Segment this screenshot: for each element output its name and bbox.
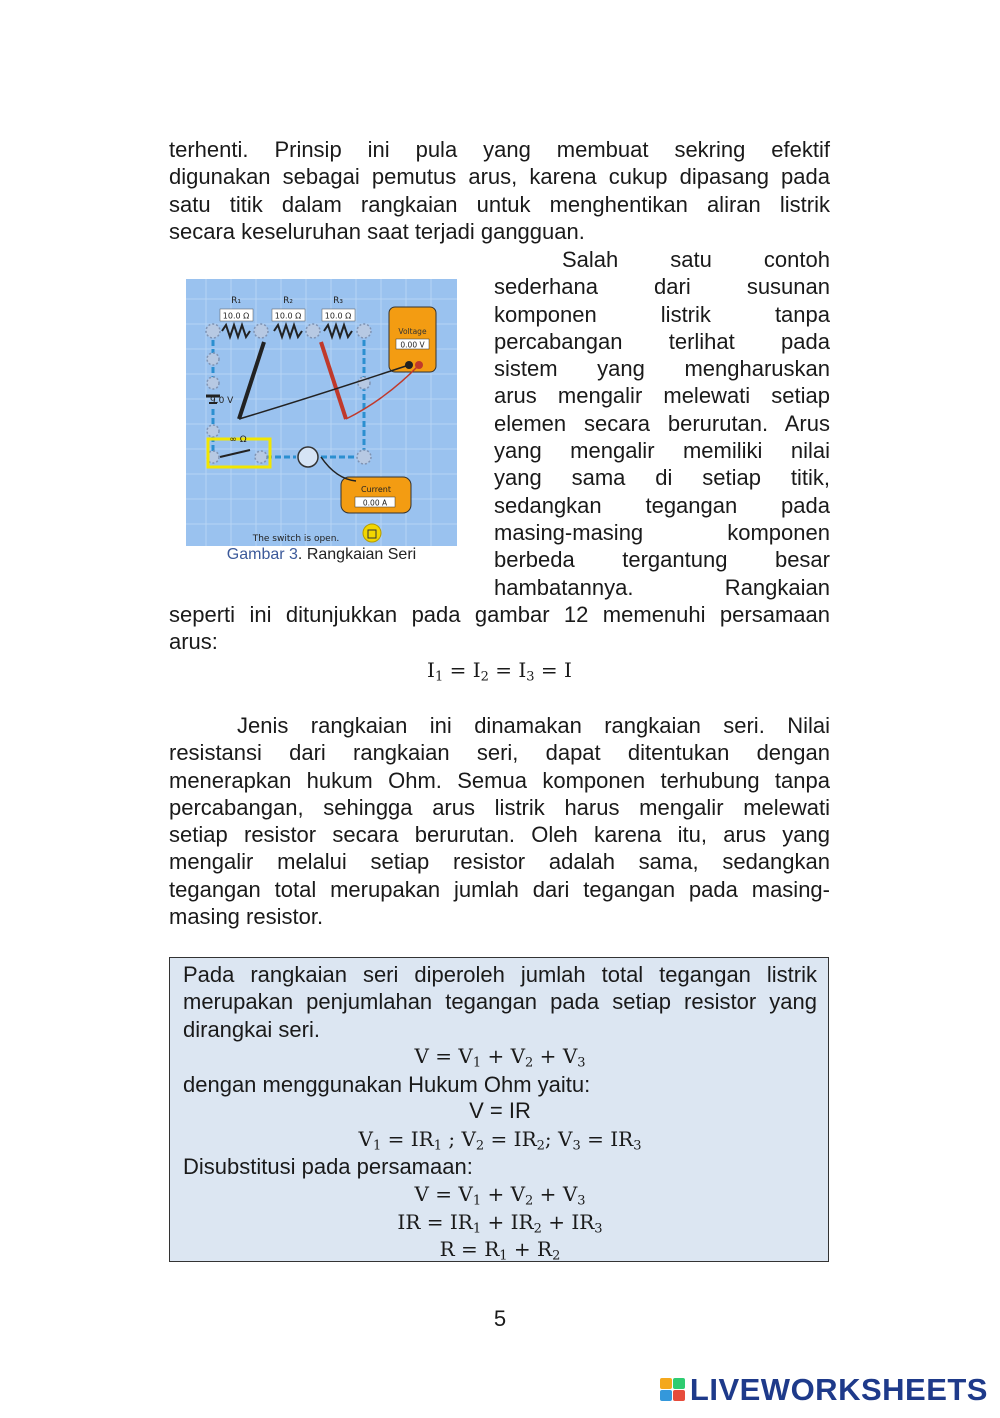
voltmeter-value: 0.00 V	[400, 340, 425, 350]
ammeter	[341, 477, 411, 513]
ohm-law: V = IR	[469, 1098, 531, 1123]
circuit-illustration	[186, 279, 457, 546]
switch-status-text: The switch is open.	[252, 534, 340, 544]
r3-value: 10.0 Ω	[324, 311, 352, 321]
voltmeter-title: Voltage	[398, 327, 427, 336]
text-line: terhenti. Prinsip ini pula yang membuat sekring efektif	[169, 137, 830, 162]
text-line: arus:	[169, 629, 218, 655]
equation-voltage-sum-2: $V = V_1 + V_2 + V_3$	[414, 1182, 586, 1209]
text-line: hambatannya. Rangkaian	[494, 574, 830, 600]
text-line: elemen secara berurutan. Arus	[494, 410, 830, 436]
text-line: merupakan penjumlahan tegangan pada setiap resistor yang	[183, 989, 817, 1015]
light-bulb-icon	[298, 447, 318, 467]
text-line: digunakan sebagai pemutus arus, karena cukup dipasang pada	[169, 164, 830, 190]
ammeter-title: Current	[360, 485, 392, 494]
text-line: yang mengalir memiliki nilai	[494, 438, 830, 464]
brand-text: LIVEWORKSHEETS	[689, 1372, 988, 1407]
paragraph-2	[169, 712, 830, 930]
text-line: yang sama di setiap titik,	[494, 465, 830, 491]
figure-caption	[186, 546, 457, 564]
text-line: Jenis rangkaian ini dinamakan rangkaian seri. Nilai	[237, 713, 830, 738]
wrapped-column	[494, 246, 830, 601]
paragraph-1	[169, 136, 830, 245]
equation-voltage-sum: $V = V_1 + V_2 + V_3$	[414, 1044, 586, 1071]
text-line: Salah satu contoh	[562, 247, 830, 272]
substitution-intro: Disubstitusi pada persamaan:	[183, 1154, 473, 1179]
text-line: satu titik dalam rangkaian untuk menghentikan aliran listrik	[169, 191, 830, 217]
text-line: sedangkan tegangan pada	[494, 492, 830, 518]
text-line: seperti ini ditunjukkan pada gambar 12 memenuhi persamaan	[169, 602, 830, 627]
equation-voltages: $V_1 = IR_1$ ; $V_2 = IR_2$; $V_3 = IR_3$	[358, 1127, 642, 1154]
text-line: percabangan terlihat pada	[494, 328, 830, 354]
ohm-intro: dengan menggunakan Hukum Ohm yaitu:	[183, 1072, 591, 1097]
equation-resistance-sum: $R = R_1 + R_2$	[439, 1237, 561, 1264]
caption-text: . Rangkaian Seri	[297, 546, 417, 563]
battery-value: 9.0 V	[210, 396, 234, 406]
text-line: percabangan, sehingga arus listrik harus mengalir melewati	[169, 794, 830, 820]
trash-icon[interactable]	[363, 524, 381, 542]
formula-box	[169, 957, 829, 1262]
text-line: arus mengalir melewati setiap	[494, 383, 830, 409]
paragraph-1-tail	[169, 601, 830, 656]
r3-label: R₃	[333, 296, 343, 306]
text-line: sistem yang mengharuskan	[494, 356, 830, 382]
box-intro	[183, 961, 817, 1043]
text-line: masing resistor.	[169, 904, 324, 930]
text-line: sederhana dari susunan	[494, 274, 830, 300]
text-line: Pada rangkaian seri diperoleh jumlah total tegangan listrik	[183, 962, 817, 987]
text-line: komponen listrik tanpa	[494, 301, 830, 327]
page-number: 5	[493, 1306, 507, 1331]
text-line: menerapkan hukum Ohm. Semua komponen terhubung tanpa	[169, 767, 830, 793]
r2-value: 10.0 Ω	[274, 311, 302, 321]
equation-current: $I_1 = I_2 = I_3 = I$	[427, 658, 572, 685]
switch-value: ∞ Ω	[229, 435, 247, 445]
caption-label: Gambar 3	[226, 546, 298, 563]
text-line: resistansi dari rangkaian seri, dapat ditentukan dengan	[169, 740, 830, 766]
text-line: dirangkai seri.	[183, 1016, 320, 1042]
brand-logo	[660, 1372, 988, 1408]
series-circuit-figure	[186, 279, 457, 546]
r1-label: R₁	[231, 296, 241, 306]
text-line: berbeda tergantung besar	[494, 547, 830, 573]
text-line: setiap resistor secara berurutan. Oleh karena itu, arus yang	[169, 822, 830, 848]
text-line: mengalir melalui setiap resistor adalah sama, sedangkan	[169, 849, 830, 875]
r2-label: R₂	[283, 296, 293, 306]
liveworksheets-logo-icon	[660, 1378, 686, 1402]
text-line: masing-masing komponen	[494, 519, 830, 545]
equation-ir-sum: IR = $IR_1 + IR_2 + IR_3$	[397, 1210, 603, 1237]
ammeter-value: 0.00 A	[362, 498, 388, 508]
text-line: secara keseluruhan saat terjadi gangguan.	[169, 218, 585, 244]
text-line: tegangan total merupakan jumlah dari tegangan pada masing-	[169, 876, 830, 902]
r1-value: 10.0 Ω	[222, 311, 250, 321]
